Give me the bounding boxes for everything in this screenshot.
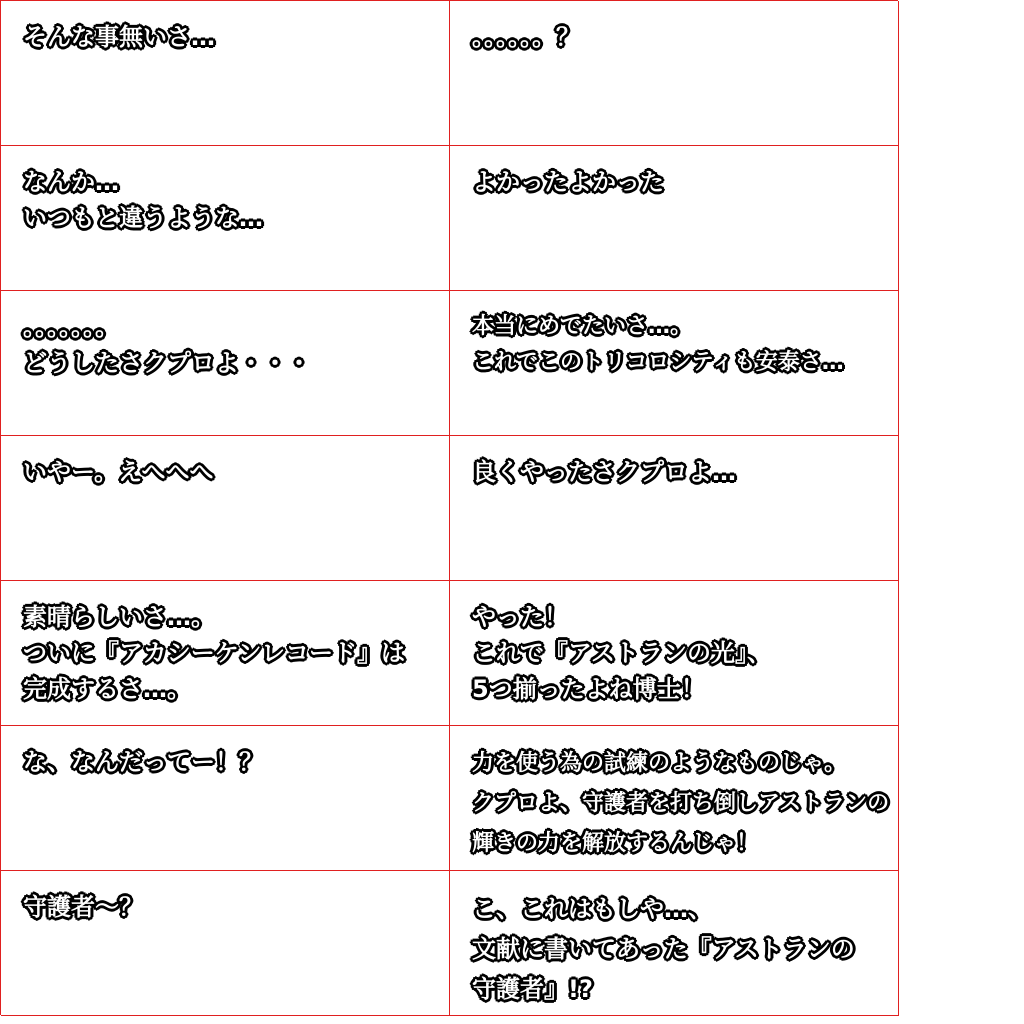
- dialogue-line: やった！: [472, 603, 568, 631]
- dialogue-line: 守護者～？: [23, 893, 143, 921]
- dialogue-cell-left: [1, 1, 450, 146]
- dialogue-cell-left: [1, 291, 450, 436]
- dialogue-line: 素晴らしいさ…。: [23, 603, 215, 631]
- dialogue-cell-right: [450, 1, 899, 146]
- dialogue-cell-right: [450, 291, 899, 436]
- dialogue-line: これでこのトリコロシティも安泰さ…: [472, 350, 844, 375]
- dialogue-line: 。。。。。。？: [472, 23, 580, 51]
- dialogue-cell-right: [450, 436, 899, 581]
- dialogue-line: 輝きの力を解放するんじゃ！: [472, 831, 759, 856]
- dialogue-line: どうしたさクプロよ・・・: [23, 349, 311, 377]
- dialogue-line: そんな事無いさ…: [23, 23, 215, 51]
- dialogue-line: 本当にめでたいさ…。: [472, 314, 693, 339]
- dialogue-line: 5つ揃ったよね博士！: [472, 675, 705, 703]
- dialogue-line: 守護者』!?: [472, 975, 593, 1003]
- dialogue-cell-right: [450, 581, 899, 726]
- dialogue-line: 文献に書いてあった『アストランの: [472, 935, 855, 963]
- dialogue-line: クプロよ、守護者を打ち倒しアストランの: [472, 791, 890, 816]
- dialogue-line: 力を使う為の試練のようなものじゃ。: [472, 751, 847, 776]
- dialogue-cell-right: [450, 726, 899, 871]
- dialogue-line: ついに『アカシーケンレコード』は: [23, 639, 405, 667]
- dialogue-line: 完成するさ…。: [23, 675, 191, 703]
- dialogue-line: 良くやったさクプロよ…: [472, 458, 736, 486]
- dialogue-line: いやー。えへへへ: [23, 458, 214, 486]
- dialogue-cell-right: [450, 146, 899, 291]
- dialogue-line: 。。。。。。。: [23, 313, 119, 341]
- dialogue-cell-left: [1, 146, 450, 291]
- dialogue-line: よかったよかった: [472, 168, 664, 196]
- dialogue-line: いつもと違うような…: [23, 204, 263, 232]
- dialogue-cell-left: [1, 581, 450, 726]
- dialogue-cell-right: [450, 871, 899, 1016]
- dialogue-line: な、なんだってー！？: [23, 748, 263, 776]
- dialogue-cell-left: [1, 871, 450, 1016]
- dialogue-line: なんか…: [23, 168, 119, 196]
- dialogue-cell-left: [1, 726, 450, 871]
- dialogue-line: こ、これはもしや…、: [472, 895, 712, 923]
- dialogue-cell-left: [1, 436, 450, 581]
- dialogue-line: これで『アストランの光』、: [472, 639, 772, 667]
